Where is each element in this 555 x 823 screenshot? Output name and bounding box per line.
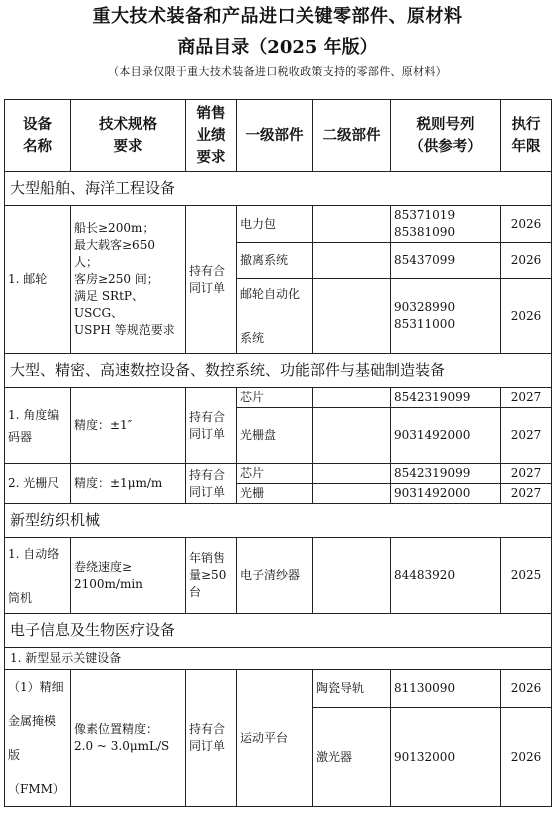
table-row xyxy=(5,206,552,243)
section-row xyxy=(5,172,552,206)
tax-code: 85437099 xyxy=(391,243,501,279)
part2-name xyxy=(313,484,391,504)
section-title: 新型纺织机械 xyxy=(5,504,552,538)
col-header-part2: 二级部件 xyxy=(313,100,391,172)
year-value: 2026 xyxy=(501,206,552,243)
year-value: 2026 xyxy=(501,670,552,708)
col-header-part1: 一级部件 xyxy=(237,100,313,172)
section-title: 大型、精密、高速数控设备、数控系统、功能部件与基础制造装备 xyxy=(5,354,552,388)
spec-text: 精度：±1″ xyxy=(71,388,186,464)
part2-name xyxy=(313,206,391,243)
part1-name: 光栅 xyxy=(237,484,313,504)
year-value: 2026 xyxy=(501,243,552,279)
year-value: 2027 xyxy=(501,464,552,484)
section-title: 电子信息及生物医疗设备 xyxy=(5,614,552,648)
equipment-name: 2. 光栅尺 xyxy=(5,464,71,504)
table-header-row xyxy=(5,100,552,172)
part2-name xyxy=(313,388,391,408)
tax-code: 81130090 xyxy=(391,670,501,708)
spec-text: 像素位置精度： 2.0 ~ 3.0μmL/S xyxy=(71,670,186,807)
tax-code: 90328990 85311000 xyxy=(391,279,501,354)
part1-name: 电力包 xyxy=(237,206,313,243)
year-value: 2026 xyxy=(501,708,552,807)
equipment-name: （1）精细 金属掩模 版（FMM） xyxy=(5,670,71,807)
part2-name xyxy=(313,279,391,354)
spec-text: 船长≥200m； 最大载客≥650 人； 客房≥250 间； 满足 SRtP、USCG、 USPH 等规范要求 xyxy=(71,206,186,354)
part2-name: 陶瓷导轨 xyxy=(313,670,391,708)
year-value: 2026 xyxy=(501,279,552,354)
subsection-row xyxy=(5,648,552,670)
section-row xyxy=(5,614,552,648)
subsection-title: 1. 新型显示关键设备 xyxy=(5,648,552,670)
part1-name: 运动平台 xyxy=(237,670,313,807)
tax-code: 84483920 xyxy=(391,538,501,614)
sales-requirement: 持有合 同订单 xyxy=(186,670,237,807)
part2-name: 激光器 xyxy=(313,708,391,807)
spec-text: 精度：±1μm/m xyxy=(71,464,186,504)
tax-code: 8542319099 xyxy=(391,388,501,408)
tax-code: 85371019 85381090 xyxy=(391,206,501,243)
document-note: （本目录仅限于重大技术装备进口税收政策支持的零部件、原材料） xyxy=(108,65,447,78)
col-header-tax: 税则号列 （供参考） xyxy=(391,100,501,172)
section-row xyxy=(5,504,552,538)
tax-code: 9031492000 xyxy=(391,408,501,464)
sales-requirement: 持有合 同订单 xyxy=(186,464,237,504)
table-row xyxy=(5,670,552,708)
sales-requirement: 年销售 量≥50 台 xyxy=(186,538,237,614)
section-title: 大型船舶、海洋工程设备 xyxy=(5,172,552,206)
part1-name: 芯片 xyxy=(237,464,313,484)
catalog-table xyxy=(4,99,552,807)
col-header-sales: 销售 业绩 要求 xyxy=(186,100,237,172)
part2-name xyxy=(313,408,391,464)
equipment-name: 1. 自动络 筒机 xyxy=(5,538,71,614)
part1-name: 光栅盘 xyxy=(237,408,313,464)
tax-code: 8542319099 xyxy=(391,464,501,484)
part1-name: 邮轮自动化 系统 xyxy=(237,279,313,354)
part2-name xyxy=(313,538,391,614)
part2-name xyxy=(313,243,391,279)
part2-name xyxy=(313,464,391,484)
part1-name: 电子清纱器 xyxy=(237,538,313,614)
equipment-name: 1. 角度编 码器 xyxy=(5,388,71,464)
year-value: 2025 xyxy=(501,538,552,614)
table-row xyxy=(5,388,552,408)
spec-text: 卷绕速度≥ 2100m/min xyxy=(71,538,186,614)
table-row xyxy=(5,538,552,614)
document-title-line1: 重大技术装备和产品进口关键零部件、原材料 xyxy=(92,6,463,27)
col-header-year: 执行 年限 xyxy=(501,100,552,172)
part1-name: 芯片 xyxy=(237,388,313,408)
col-header-spec: 技术规格 要求 xyxy=(71,100,186,172)
col-header-equipment: 设备 名称 xyxy=(5,100,71,172)
equipment-name: 1. 邮轮 xyxy=(5,206,71,354)
year-value: 2027 xyxy=(501,408,552,464)
year-value: 2027 xyxy=(501,484,552,504)
year-value: 2027 xyxy=(501,388,552,408)
section-row xyxy=(5,354,552,388)
table-row xyxy=(5,464,552,484)
sales-requirement: 持有合 同订单 xyxy=(186,388,237,464)
document-title-line2: 商品目录（2025 年版） xyxy=(177,37,378,58)
tax-code: 90132000 xyxy=(391,708,501,807)
part1-name: 撤离系统 xyxy=(237,243,313,279)
tax-code: 9031492000 xyxy=(391,484,501,504)
sales-requirement: 持有合 同订单 xyxy=(186,206,237,354)
